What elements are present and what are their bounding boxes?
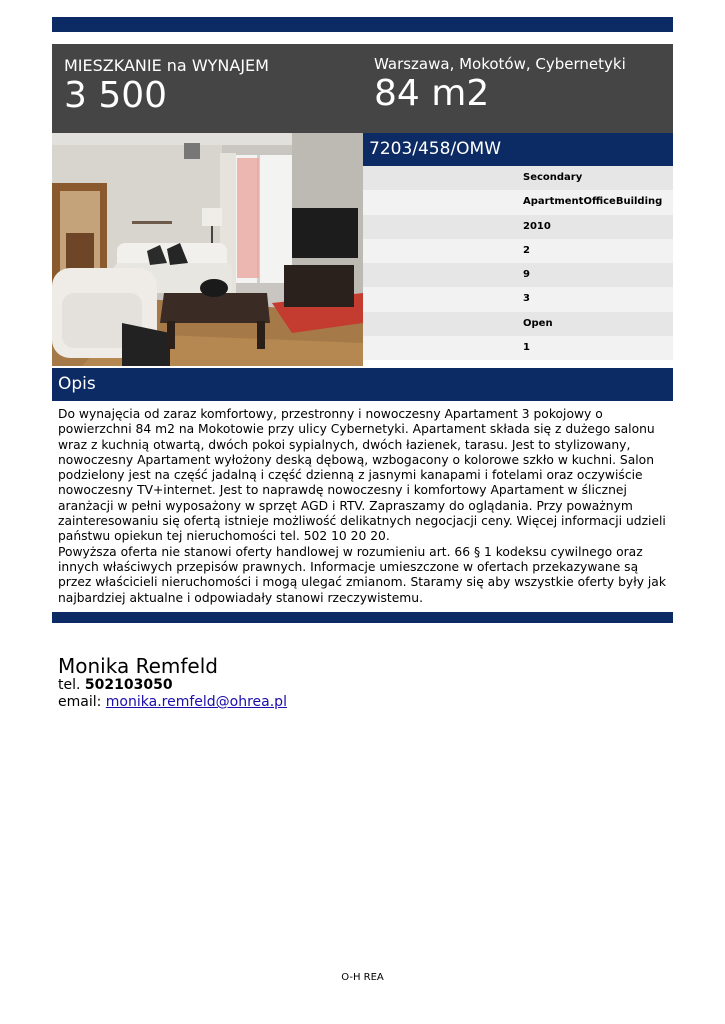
property-row [363,312,673,336]
listing-header [52,44,673,133]
apartment-photo [52,133,363,366]
description-heading-bar [52,368,673,401]
description-line: państwu opiekun tej nieruchomości tel. 502 10 20 20. [58,529,390,544]
description-line: Powyższa oferta nie stanowi oferty handlowej w rozumieniu art. 66 § 1 kodeksu cywilnego oraz [58,544,643,559]
listing-location: Warszawa, Mokotów, Cybernetyki [374,55,626,73]
description-heading: Opis [58,374,96,394]
property-value: 3 [523,293,530,305]
description-line: nowoczesny Apartament wyłożony deską dębową, wzbogacony o kolorowe szkło w kuchni. Salon [58,452,654,467]
bottom-accent-bar [52,612,673,623]
description-line: aranżacji w pełni wyposażony w sprzęt AGD i RTV. Zapraszamy do oglądania. Przy poważnym [58,498,633,513]
description-line: podzielony jest na część jadalną i część dzienną z jasnymi kanapami i fotelami oraz oczywiście [58,468,643,483]
agent-email-line [58,694,287,711]
listing-type: MIESZKANIE na WYNAJEM [64,56,269,75]
description-line: Do wynajęcia od zaraz komfortowy, przestronny i nowoczesny Apartament 3 pokojowy o [58,407,603,421]
apartment-photo-image [52,133,363,366]
property-value: Open [523,317,553,329]
property-row [363,336,673,360]
description-line: nowoczesny TV+internet. Jest to naprawdę nowoczesny i komfortowy Apartament w ślicznej [58,483,627,498]
agent-contact [58,655,287,711]
property-value: 9 [523,269,530,281]
phone-label: tel. [58,677,81,693]
property-value: 2 [523,244,530,256]
description-line: wraz z kuchnią otwartą, dwóch pokoi sypialnych, dwóch łazienek, tarasu. Jest to stylizowany, [58,437,631,452]
property-list [363,166,673,360]
property-row [363,263,673,287]
agent-name: Monika Remfeld [58,654,218,678]
description-line: zainteresowaniu się ofertą istnieje możliwość delikatnych negocjacji ceny. Więcej informacji udzieli [58,514,666,529]
email-label: email: [58,694,102,710]
reference-number: 7203/458/OMW [369,139,502,159]
description-line: przez właścicieli nieruchomości i mogą ulegać zmianom. Staramy się aby wszystkie oferty były jak [58,575,666,590]
description-line: powierzchni 84 m2 na Mokotowie przy ulicy Cybernetyki. Apartament składa się z dużego salonu [58,422,655,437]
agent-phone-line [58,677,287,694]
agent-email-link[interactable]: monika.remfeld@ohrea.pl [105,694,287,710]
property-row [363,287,673,311]
agent-phone: 502103050 [84,677,173,693]
description-text [58,407,670,606]
reference-number-bar [363,133,673,166]
property-row [363,166,673,190]
property-row [363,239,673,263]
header-right [374,54,626,114]
header-left [64,56,269,116]
property-row [363,215,673,239]
property-value: 1 [523,342,530,354]
footer-brand: O-H REA [341,972,384,983]
property-value: Secondary [523,172,583,183]
property-value: 2010 [523,220,551,232]
property-row [363,190,673,214]
listing-area: 84 m2 [374,73,490,114]
description-line: najbardziej aktualne i odpowiadały stanowi rzeczywistemu. [58,590,423,605]
listing-price: 3 500 [64,75,168,116]
property-value: ApartmentOfficeBuilding [523,196,663,208]
description-line: innych właściwych przepisów prawnych. Informacje umieszczone w ofertach przekazywane są [58,559,639,574]
top-accent-bar [52,17,673,32]
